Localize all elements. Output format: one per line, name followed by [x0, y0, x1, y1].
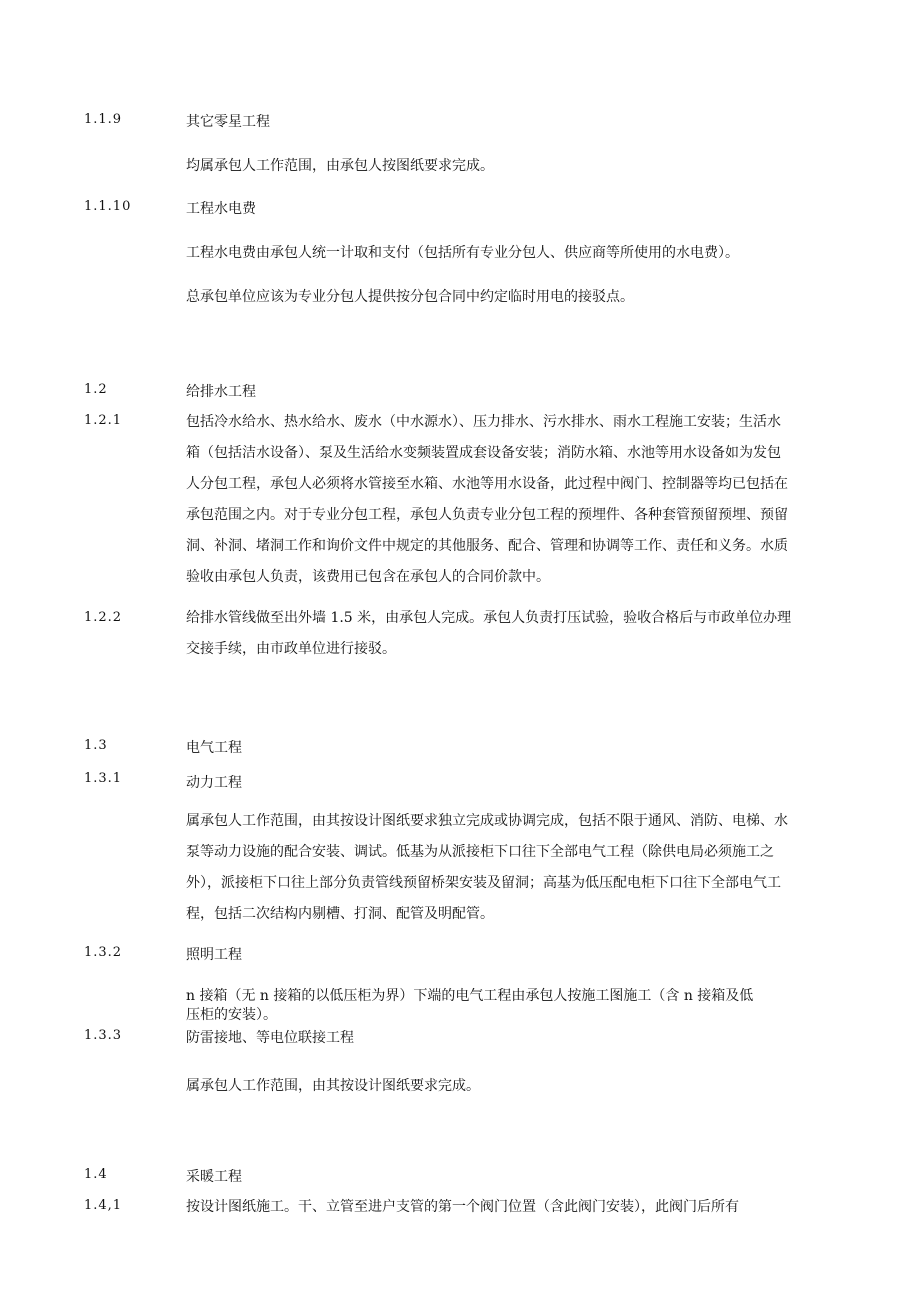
section-body-1-2-2 [186, 608, 856, 670]
section-title-1-3-2: 照明工程 [186, 947, 242, 963]
section-number-1-1-9: 1.1.9 [84, 112, 123, 127]
paragraph-line: 程，包括二次结构内剔槽、打洞、配管及明配管。 [186, 906, 494, 922]
paragraph-line: 给排水管线做至出外墙 1.5 米，由承包人完成。承包人负责打压试验，验收合格后与市政单位办理 [186, 610, 792, 626]
paragraph-line: 交接手续，由市政单位进行接驳。 [186, 641, 396, 657]
section-number-1-4-1: 1.4,1 [84, 1198, 123, 1213]
paragraph-line: 属承包人工作范围，由其按设计图纸要求独立完成或协调完成，包括不限于通风、消防、电梯、水 [186, 813, 788, 829]
paragraph-line: 洞、补洞、堵洞工作和询价文件中规定的其他服务、配合、管理和协调等工作、责任和义务。水质 [186, 538, 788, 554]
section-title-1-2: 给排水工程 [186, 384, 256, 400]
section-title-1-3-1: 动力工程 [186, 775, 242, 791]
paragraph-line: 压柜的安装）。 [186, 1007, 277, 1023]
section-number-1-2-2: 1.2.2 [84, 610, 123, 625]
section-number-1-3: 1.3 [84, 738, 108, 753]
section-body-1-4-1 [186, 1197, 856, 1228]
section-body-1-2-1 [186, 412, 856, 598]
paragraph-line: 外），派接柜下口往上部分负责管线预留桥架安装及留洞；高基为低压配电柜下口往下全部电气工 [186, 875, 781, 891]
section-number-1-3-1: 1.3.1 [84, 771, 123, 786]
section-title-1-3-3: 防雷接地、等电位联接工程 [186, 1030, 354, 1046]
section-title-1-1-9: 其它零星工程 [186, 114, 270, 130]
paragraph-line: 验收由承包人负责，该费用已包含在承包人的合同价款中。 [186, 569, 550, 585]
paragraph-line: 按设计图纸施工。干、立管至进户支管的第一个阀门位置（含此阀门安装），此阀门后所有 [186, 1199, 739, 1215]
paragraph-line: 承包范围之内。对于专业分包工程，承包人负责专业分包工程的预埋件、各种套管预留预埋、预留 [186, 507, 788, 523]
section-title-1-1-10: 工程水电费 [186, 201, 256, 217]
paragraph-line: n 接箱（无 n 接箱的以低压柜为界）下端的电气工程由承包人按施工图施工（含 n 接箱及低 [186, 988, 754, 1004]
section-body-1-3-3: 属承包人工作范围，由其按设计图纸要求完成。 [186, 1078, 480, 1094]
section-number-1-1-10: 1.1.10 [84, 199, 132, 214]
section-body-1-1-9: 均属承包人工作范围，由承包人按图纸要求完成。 [186, 158, 494, 174]
section-number-1-4: 1.4 [84, 1167, 108, 1182]
section-body-1-1-10-b: 总承包单位应该为专业分包人提供按分包合同中约定临时用电的接驳点。 [186, 289, 634, 305]
section-body-1-1-10-a: 工程水电费由承包人统一计取和支付（包括所有专业分包人、供应商等所使用的水电费）。 [186, 245, 739, 261]
section-title-1-4: 采暖工程 [186, 1169, 242, 1185]
section-title-1-3: 电气工程 [186, 740, 242, 756]
section-number-1-2-1: 1.2.1 [84, 413, 123, 428]
paragraph-line: 泵等动力设施的配合安装、调试。低基为从派接柜下口往下全部电气工程（除供电局必须施工之 [186, 844, 774, 860]
section-number-1-2: 1.2 [84, 382, 108, 397]
paragraph-line: 人分包工程，承包人必须将水管接至水箱、水池等用水设备，此过程中阀门、控制器等均已包括在 [186, 476, 788, 492]
section-body-1-3-1 [186, 811, 856, 935]
section-number-1-3-2: 1.3.2 [84, 945, 123, 960]
section-number-1-3-3: 1.3.3 [84, 1028, 123, 1043]
section-body-1-3-2 [186, 986, 856, 1024]
paragraph-line: 包括冷水给水、热水给水、废水（中水源水）、压力排水、污水排水、雨水工程施工安装；生活水 [186, 414, 781, 430]
paragraph-line: 箱（包括洁水设备）、泵及生活给水变频装置成套设备安装；消防水箱、水池等用水设备如为发包 [186, 445, 781, 461]
